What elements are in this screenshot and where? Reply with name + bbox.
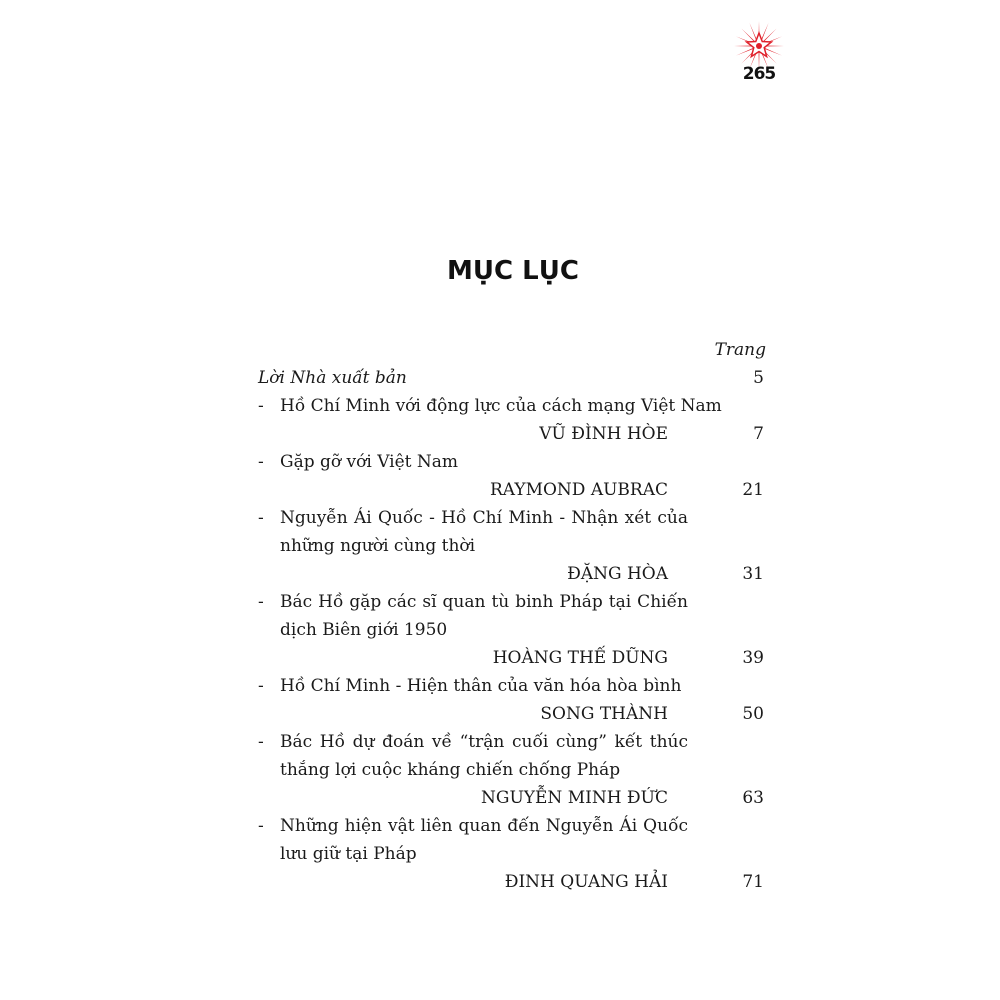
entry-title-text: Bác Hồ dự đoán về “trận cuối cùng” kết thúc (280, 732, 688, 752)
entry-title-line (258, 812, 766, 840)
entry-title-line (258, 532, 766, 560)
entry-title-line (258, 840, 766, 868)
entry-title-text: lưu giữ tại Pháp (280, 844, 417, 864)
page-number: 21 (742, 480, 764, 500)
entry-title-line (258, 504, 766, 532)
publisher-logo (728, 20, 790, 90)
page-number: 7 (753, 424, 764, 444)
entry-title-line (258, 448, 766, 476)
dash-bullet: - (258, 508, 264, 528)
toc-entry[interactable] (258, 588, 766, 672)
dash-bullet: - (258, 816, 264, 836)
entry-title-text: Những hiện vật liên quan đến Nguyễn Ái Quốc (280, 816, 688, 836)
entry-title-text: Hồ Chí Minh với động lực của cách mạng Việt Nam (280, 396, 722, 416)
entry-author: NGUYỄN MINH ĐỨC (481, 788, 668, 808)
toc-entry[interactable] (258, 392, 766, 448)
entry-title-text: dịch Biên giới 1950 (280, 620, 448, 640)
page-number: 71 (742, 872, 764, 892)
entry-author-row (258, 644, 766, 672)
table-of-contents (258, 336, 766, 896)
logo-number: 265 (742, 64, 776, 84)
entry-author: ĐẶNG HÒA (567, 564, 668, 584)
entry-author-row (258, 868, 766, 896)
dash-bullet: - (258, 676, 264, 696)
entry-author: VŨ ĐÌNH HÒE (539, 424, 668, 444)
entry-title-line (258, 728, 766, 756)
toc-entries (258, 392, 766, 896)
dash-bullet: - (258, 396, 264, 416)
entry-author: SONG THÀNH (540, 704, 668, 724)
page-number: 5 (753, 368, 764, 388)
toc-preface[interactable] (258, 364, 766, 392)
entry-author: RAYMOND AUBRAC (489, 480, 668, 500)
entry-author: HOÀNG THẾ DŨNG (492, 648, 668, 668)
entry-title-line (258, 672, 766, 700)
dash-bullet: - (258, 592, 264, 612)
entry-author-row (258, 560, 766, 588)
preface-label: Lời Nhà xuất bản (258, 368, 407, 388)
entry-author-row (258, 700, 766, 728)
page-number: 39 (742, 648, 764, 668)
entry-author: ĐINH QUANG HẢI (504, 872, 668, 892)
entry-author-row (258, 420, 766, 448)
toc-entry[interactable] (258, 728, 766, 812)
entry-title-line (258, 588, 766, 616)
dash-bullet: - (258, 452, 264, 472)
toc-entry[interactable] (258, 812, 766, 896)
page-number: 50 (742, 704, 764, 724)
entry-title-text: Bác Hồ gặp các sĩ quan tù binh Pháp tại Chiến (280, 592, 688, 612)
toc-entry[interactable] (258, 504, 766, 588)
entry-title-text: Gặp gỡ với Việt Nam (280, 452, 459, 472)
toc-entry[interactable] (258, 448, 766, 504)
toc-entry[interactable] (258, 672, 766, 728)
entry-author-row (258, 476, 766, 504)
entry-title-line (258, 756, 766, 784)
entry-title-line (258, 616, 766, 644)
dash-bullet: - (258, 732, 264, 752)
entry-title-text: thắng lợi cuộc kháng chiến chống Pháp (280, 760, 621, 780)
page-number: 63 (742, 788, 764, 808)
entry-title-line (258, 392, 766, 420)
page-column-header: Trang (714, 340, 766, 360)
entry-title-text: Nguyễn Ái Quốc - Hồ Chí Minh - Nhận xét của (280, 508, 688, 528)
entry-author-row (258, 784, 766, 812)
page-number: 31 (742, 564, 764, 584)
page-title: MỤC LỤC (447, 256, 579, 286)
entry-title-text: những người cùng thời (280, 536, 476, 556)
entry-title-text: Hồ Chí Minh - Hiện thân của văn hóa hòa bình (280, 676, 682, 696)
